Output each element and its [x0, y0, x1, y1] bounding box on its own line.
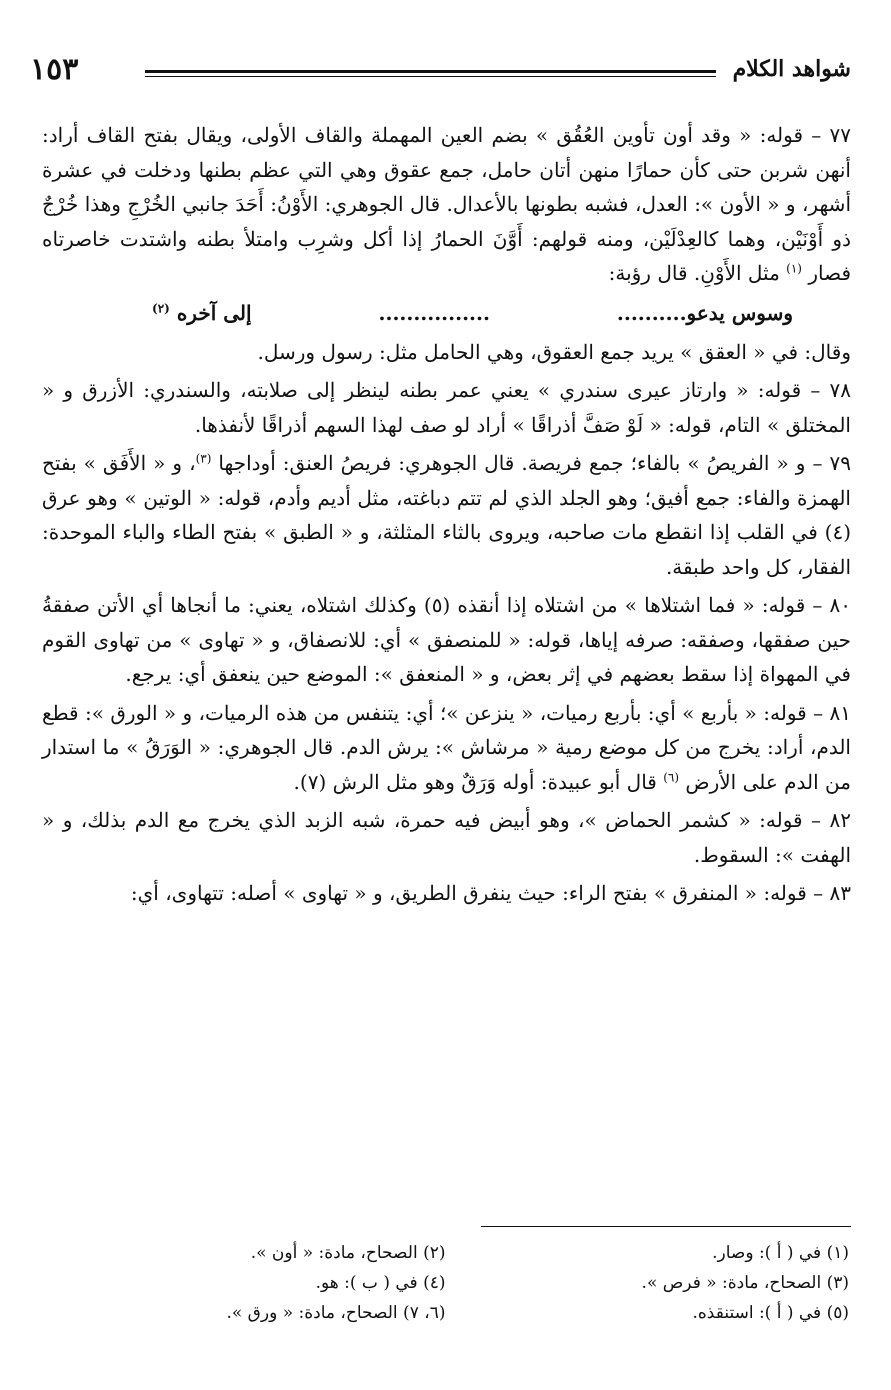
footnote-6-7: (٦، ٧) الصحاح، مادة: « ورق ». [226, 1303, 446, 1323]
footnotes [42, 1238, 849, 1328]
paragraph-77: ٧٧ – قوله: « وقد أون تأوين العُقُق » بضم العين المهملة والقاف الأولى، ويقال بفتح القاف أراد: أنهن شربن حتى كأن حمارًا منهن أتان حامل، جمع عقوق وهي التي عظم بطنها ودخلت في عشرة أشهر، و « الأون »: العدل، فشبه بطونها بالأعدال. قال الجوهري: الأَوْنُ: أَحَدَ جانبي الخُرْجِ وهذا خُرْجٌ ذو أَوْنَيْن، وهما كالعِدْلَيْن، ومنه قولهم: أَوَّنَ الحمارُ إذا أكل وشرِب وامتلأ بطنه واشتدت خاصرتاه فصار $^{(١)}$ مثل الأَوْنِ. قال رؤبة: [42, 123, 851, 285]
running-title: شواهد الكلام [732, 56, 851, 82]
paragraph-81: ٨١ – قوله: « بأربع » أي: بأربع رميات، « ينزعن »؛ أي: يتنفس من هذه الرميات، و « الورق »: قطع الدم، أراد: يخرج من كل موضع رمية « مرشاش »: يرش الدم. قال الجوهري: « الوَرَقُ » ما استدار من الدم على الأرض $^{(٦)}$ قال أبو عبيدة: أوله وَرَقٌ وهو مثل الرش (٧). [42, 700, 852, 794]
footnote-row [42, 1298, 849, 1328]
paragraph-78: ٧٨ – قوله: « وارتاز عيرى سندري » يعني عمر بطنه لينظر إلى صلابته، والسندري: الأزرق و « المختلق » التام، قوله: « لَوْ صَفَّ أذراقًا » أراد لو صف لهذا السهم أذراقًا لأنفذها. [42, 378, 851, 437]
verse-dots: ................ [378, 300, 490, 325]
verse-first-hemistich: وسوس يدعو.......... [616, 300, 793, 325]
paragraph-82: ٨٢ – قوله: « كشمر الحماض »، وهو أبيض فيه حمرة، شبه الزبد الذي يخرج مع الدم بذلك، و « الهفت »: السقوط. [42, 808, 851, 867]
verse-line [42, 295, 851, 331]
footnote-3: (٣) الصحاح، مادة: « فرص ». [641, 1273, 849, 1293]
footnote-1: (١) في ( أ ): وصار. [712, 1243, 849, 1263]
page-body [42, 118, 851, 915]
paragraph-79: ٧٩ – و « الفريصُ » بالفاء؛ جمع فريصة. قال الجوهري: فريصُ العنق: أوداجها $^{(٣)}$، و « الأَفَق » بفتح الهمزة والفاء: جمع أفيق؛ وهو الجلد الذي لم تتم دباغته، مثل أديم وأدم، قوله: « الوتين » وهو عرق (٤) في القلب إذا انقطع مات صاحبه، ويروى بالثاء المثلثة، و « الطبق » بفتح الطاء والباء الموحدة: الفقار، كل واحد طبقة. [42, 451, 851, 579]
paragraph-verse-note: وقال: في « العقق » يريد جمع العقوق، وهي الحامل مثل: رسول ورسل. [257, 339, 851, 364]
paragraph-83: ٨٣ – قوله: « المنفرق » بفتح الراء: حيث ينفرق الطريق، و « تهاوى » أصله: تتهاوى، أي: [130, 881, 851, 905]
footnote-row [42, 1268, 849, 1298]
verse-second-hemistich: إلى آخره $^{(٢)}$ [152, 300, 252, 325]
paragraph-80: ٨٠ – قوله: « فما اشتلاها » من اشتلاه إذا أنقذه (٥) وكذلك اشتلاه، يعني: ما أنجاها أي الأتن صفقةُ حين صفقها، وصفقه: صرفه إياها، قوله: « للمنصفق » أي: للانصفاق، و « تهاوى » من تهاوى القوم في المهواة إذا سقط بعضهم في إثر بعض، و « المنعفق »: الموضع حين ينعفق أي: يرجع. [42, 593, 851, 686]
page-number: ١٥٣ [30, 52, 79, 87]
footnote-2: (٢) الصحاح، مادة: « أون ». [250, 1243, 446, 1263]
footnote-rule [481, 1226, 851, 1227]
footnote-4: (٤) في ( ب ): هو. [315, 1273, 446, 1293]
header-rule [145, 70, 716, 77]
footnote-row [42, 1238, 849, 1268]
footnote-5: (٥) في ( أ ): استنقذه. [692, 1303, 849, 1323]
page-header [30, 52, 851, 96]
